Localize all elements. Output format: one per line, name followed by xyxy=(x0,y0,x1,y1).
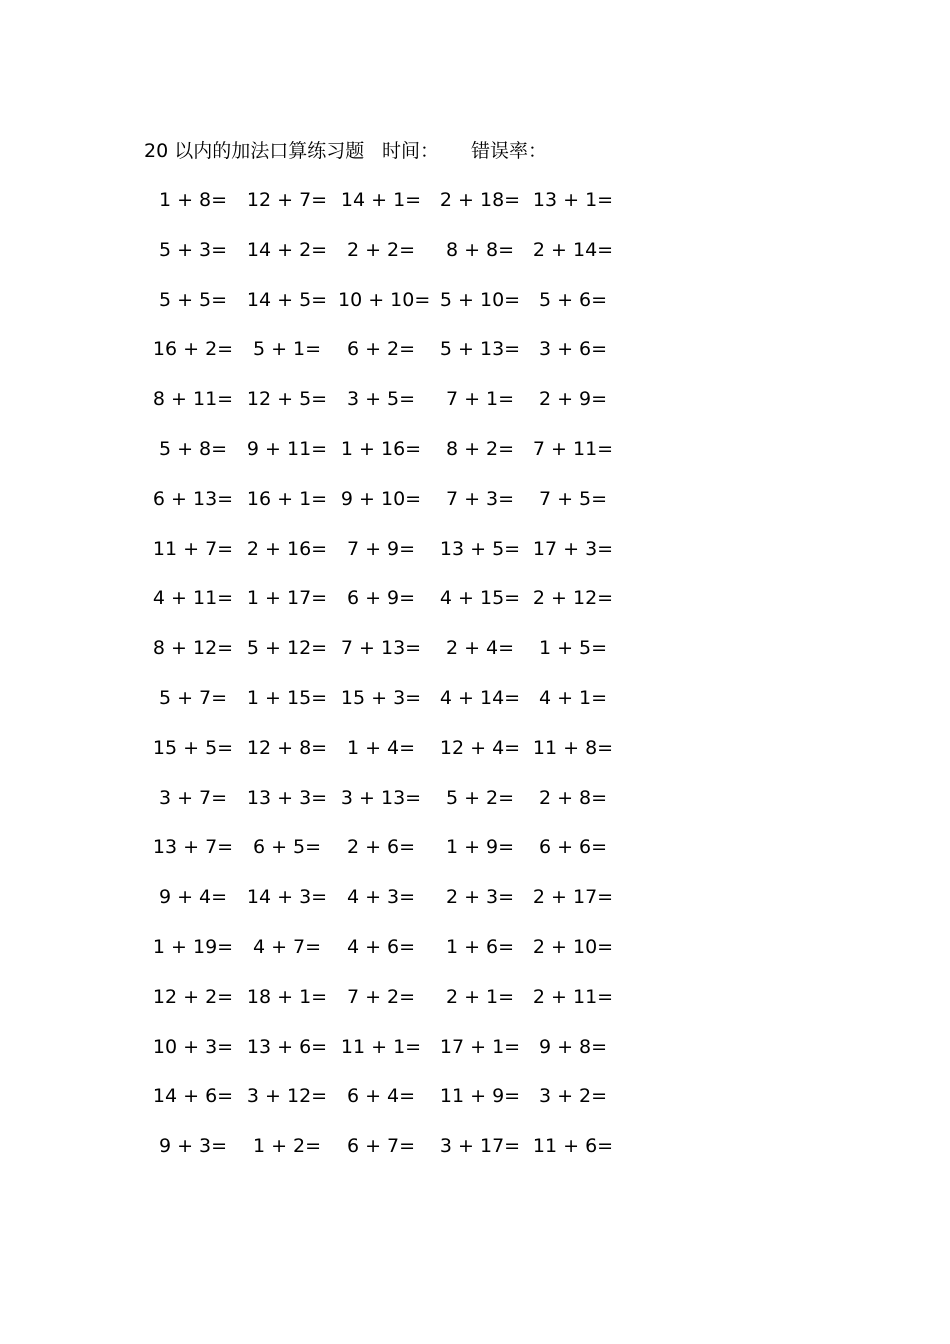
problem-item: 13 + 5= xyxy=(439,537,521,560)
problem-item: 6 + 2= xyxy=(346,338,416,361)
worksheet-title: 20 以内的加法口算练习题 xyxy=(144,140,365,162)
problem-item: 15 + 3= xyxy=(340,687,422,709)
problem-item: 4 + 7= xyxy=(252,936,322,958)
problem-item: 10 + 3= xyxy=(152,1035,234,1058)
problem-item: 6 + 13= xyxy=(152,487,234,510)
problem-item: 2 + 11= xyxy=(532,985,614,1008)
problem-item: 7 + 11= xyxy=(532,438,614,460)
problem-item: 4 + 6= xyxy=(346,936,416,958)
problem-item: 5 + 2= xyxy=(445,786,515,809)
problem-item: 10 + 10= xyxy=(338,288,431,311)
problem-item: 2 + 3= xyxy=(445,886,515,909)
problem-item: 5 + 13= xyxy=(439,338,521,361)
problem-item: 2 + 2= xyxy=(346,238,416,261)
problem-item: 12 + 2= xyxy=(152,985,234,1008)
problem-item: 2 + 12= xyxy=(532,587,614,610)
problem-item: 2 + 8= xyxy=(538,786,608,809)
problem-item: 5 + 1= xyxy=(252,338,322,361)
problem-item: 1 + 6= xyxy=(445,936,515,958)
problem-item: 9 + 10= xyxy=(340,487,422,510)
problem-item: 1 + 2= xyxy=(252,1135,322,1158)
problem-item: 13 + 7= xyxy=(152,836,234,859)
problem-item: 2 + 9= xyxy=(538,388,608,411)
problem-item: 11 + 9= xyxy=(439,1085,521,1108)
problem-item: 8 + 8= xyxy=(445,238,515,261)
problem-item: 16 + 1= xyxy=(246,487,328,510)
problem-row xyxy=(0,484,950,514)
problem-item: 6 + 4= xyxy=(346,1085,416,1108)
problem-item: 12 + 7= xyxy=(246,189,328,211)
problem-row xyxy=(0,783,950,813)
problem-item: 5 + 7= xyxy=(158,687,228,709)
problem-item: 3 + 2= xyxy=(538,1085,608,1108)
problem-item: 11 + 6= xyxy=(532,1135,614,1158)
problem-row xyxy=(0,1131,950,1161)
problem-item: 7 + 3= xyxy=(445,487,515,510)
problem-item: 8 + 11= xyxy=(152,388,234,411)
problem-item: 2 + 4= xyxy=(445,637,515,660)
problem-item: 14 + 5= xyxy=(246,288,328,311)
problem-row xyxy=(0,185,950,215)
problem-row xyxy=(0,1032,950,1062)
problem-item: 5 + 6= xyxy=(538,288,608,311)
problem-item: 3 + 5= xyxy=(346,388,416,411)
problem-item: 6 + 5= xyxy=(252,836,322,859)
problem-item: 7 + 5= xyxy=(538,487,608,510)
problem-row xyxy=(0,235,950,265)
problem-item: 6 + 7= xyxy=(346,1135,416,1158)
problem-row xyxy=(0,1081,950,1111)
problem-item: 1 + 15= xyxy=(246,687,328,709)
problem-item: 17 + 1= xyxy=(439,1035,521,1058)
problem-item: 14 + 1= xyxy=(340,189,422,211)
problem-item: 1 + 4= xyxy=(346,736,416,759)
problem-item: 2 + 17= xyxy=(532,886,614,909)
problem-item: 14 + 6= xyxy=(152,1085,234,1108)
problem-item: 12 + 8= xyxy=(246,736,328,759)
problem-item: 11 + 7= xyxy=(152,537,234,560)
problem-row xyxy=(0,434,950,464)
time-label: 时间： xyxy=(382,140,440,162)
problem-item: 5 + 5= xyxy=(158,288,228,311)
problem-item: 3 + 17= xyxy=(439,1135,521,1158)
problem-row xyxy=(0,982,950,1012)
problem-item: 16 + 2= xyxy=(152,338,234,361)
problem-item: 2 + 16= xyxy=(246,537,328,560)
problem-item: 2 + 14= xyxy=(532,238,614,261)
problem-item: 3 + 6= xyxy=(538,338,608,361)
problem-row xyxy=(0,583,950,613)
problem-row xyxy=(0,932,950,962)
problem-item: 4 + 11= xyxy=(152,587,234,610)
problem-item: 1 + 9= xyxy=(445,836,515,859)
problem-row xyxy=(0,683,950,713)
problem-item: 11 + 8= xyxy=(532,736,614,759)
problem-item: 9 + 3= xyxy=(158,1135,228,1158)
problem-item: 13 + 6= xyxy=(246,1035,328,1058)
problem-item: 8 + 2= xyxy=(445,438,515,460)
problem-item: 4 + 1= xyxy=(538,687,608,709)
problem-item: 11 + 1= xyxy=(340,1035,422,1058)
problem-item: 9 + 4= xyxy=(158,886,228,909)
problem-item: 15 + 5= xyxy=(152,736,234,759)
problem-item: 13 + 3= xyxy=(246,786,328,809)
problem-item: 1 + 19= xyxy=(152,936,234,958)
problem-item: 3 + 12= xyxy=(246,1085,328,1108)
problem-item: 6 + 6= xyxy=(538,836,608,859)
problem-item: 2 + 1= xyxy=(445,985,515,1008)
problem-item: 18 + 1= xyxy=(246,985,328,1008)
problem-item: 14 + 3= xyxy=(246,886,328,909)
problem-item: 1 + 8= xyxy=(158,189,228,211)
problem-item: 2 + 6= xyxy=(346,836,416,859)
problem-item: 12 + 4= xyxy=(439,736,521,759)
problem-item: 1 + 16= xyxy=(340,438,422,460)
problem-item: 5 + 12= xyxy=(246,637,328,660)
problem-item: 2 + 10= xyxy=(532,936,614,958)
problem-row xyxy=(0,285,950,315)
problem-item: 3 + 13= xyxy=(340,786,422,809)
problem-row xyxy=(0,334,950,364)
problem-row xyxy=(0,832,950,862)
problem-item: 7 + 1= xyxy=(445,388,515,411)
problem-item: 9 + 8= xyxy=(538,1035,608,1058)
problem-item: 5 + 10= xyxy=(439,288,521,311)
problem-item: 9 + 11= xyxy=(246,438,328,460)
problem-item: 13 + 1= xyxy=(532,189,614,211)
problem-item: 8 + 12= xyxy=(152,637,234,660)
problem-item: 7 + 13= xyxy=(340,637,422,660)
problem-row xyxy=(0,534,950,564)
problem-item: 6 + 9= xyxy=(346,587,416,610)
problem-item: 5 + 3= xyxy=(158,238,228,261)
problem-row xyxy=(0,733,950,763)
problem-item: 5 + 8= xyxy=(158,438,228,460)
problem-item: 12 + 5= xyxy=(246,388,328,411)
problem-item: 4 + 3= xyxy=(346,886,416,909)
problem-row xyxy=(0,882,950,912)
problem-item: 4 + 15= xyxy=(439,587,521,610)
problem-item: 4 + 14= xyxy=(439,687,521,709)
problem-item: 3 + 7= xyxy=(158,786,228,809)
problem-item: 7 + 9= xyxy=(346,537,416,560)
problem-item: 17 + 3= xyxy=(532,537,614,560)
problem-item: 1 + 5= xyxy=(538,637,608,660)
problem-item: 7 + 2= xyxy=(346,985,416,1008)
error-rate-label: 错误率： xyxy=(471,140,548,162)
problem-row xyxy=(0,633,950,663)
problem-item: 1 + 17= xyxy=(246,587,328,610)
problem-item: 14 + 2= xyxy=(246,238,328,261)
problem-item: 2 + 18= xyxy=(439,189,521,211)
problem-row xyxy=(0,384,950,414)
